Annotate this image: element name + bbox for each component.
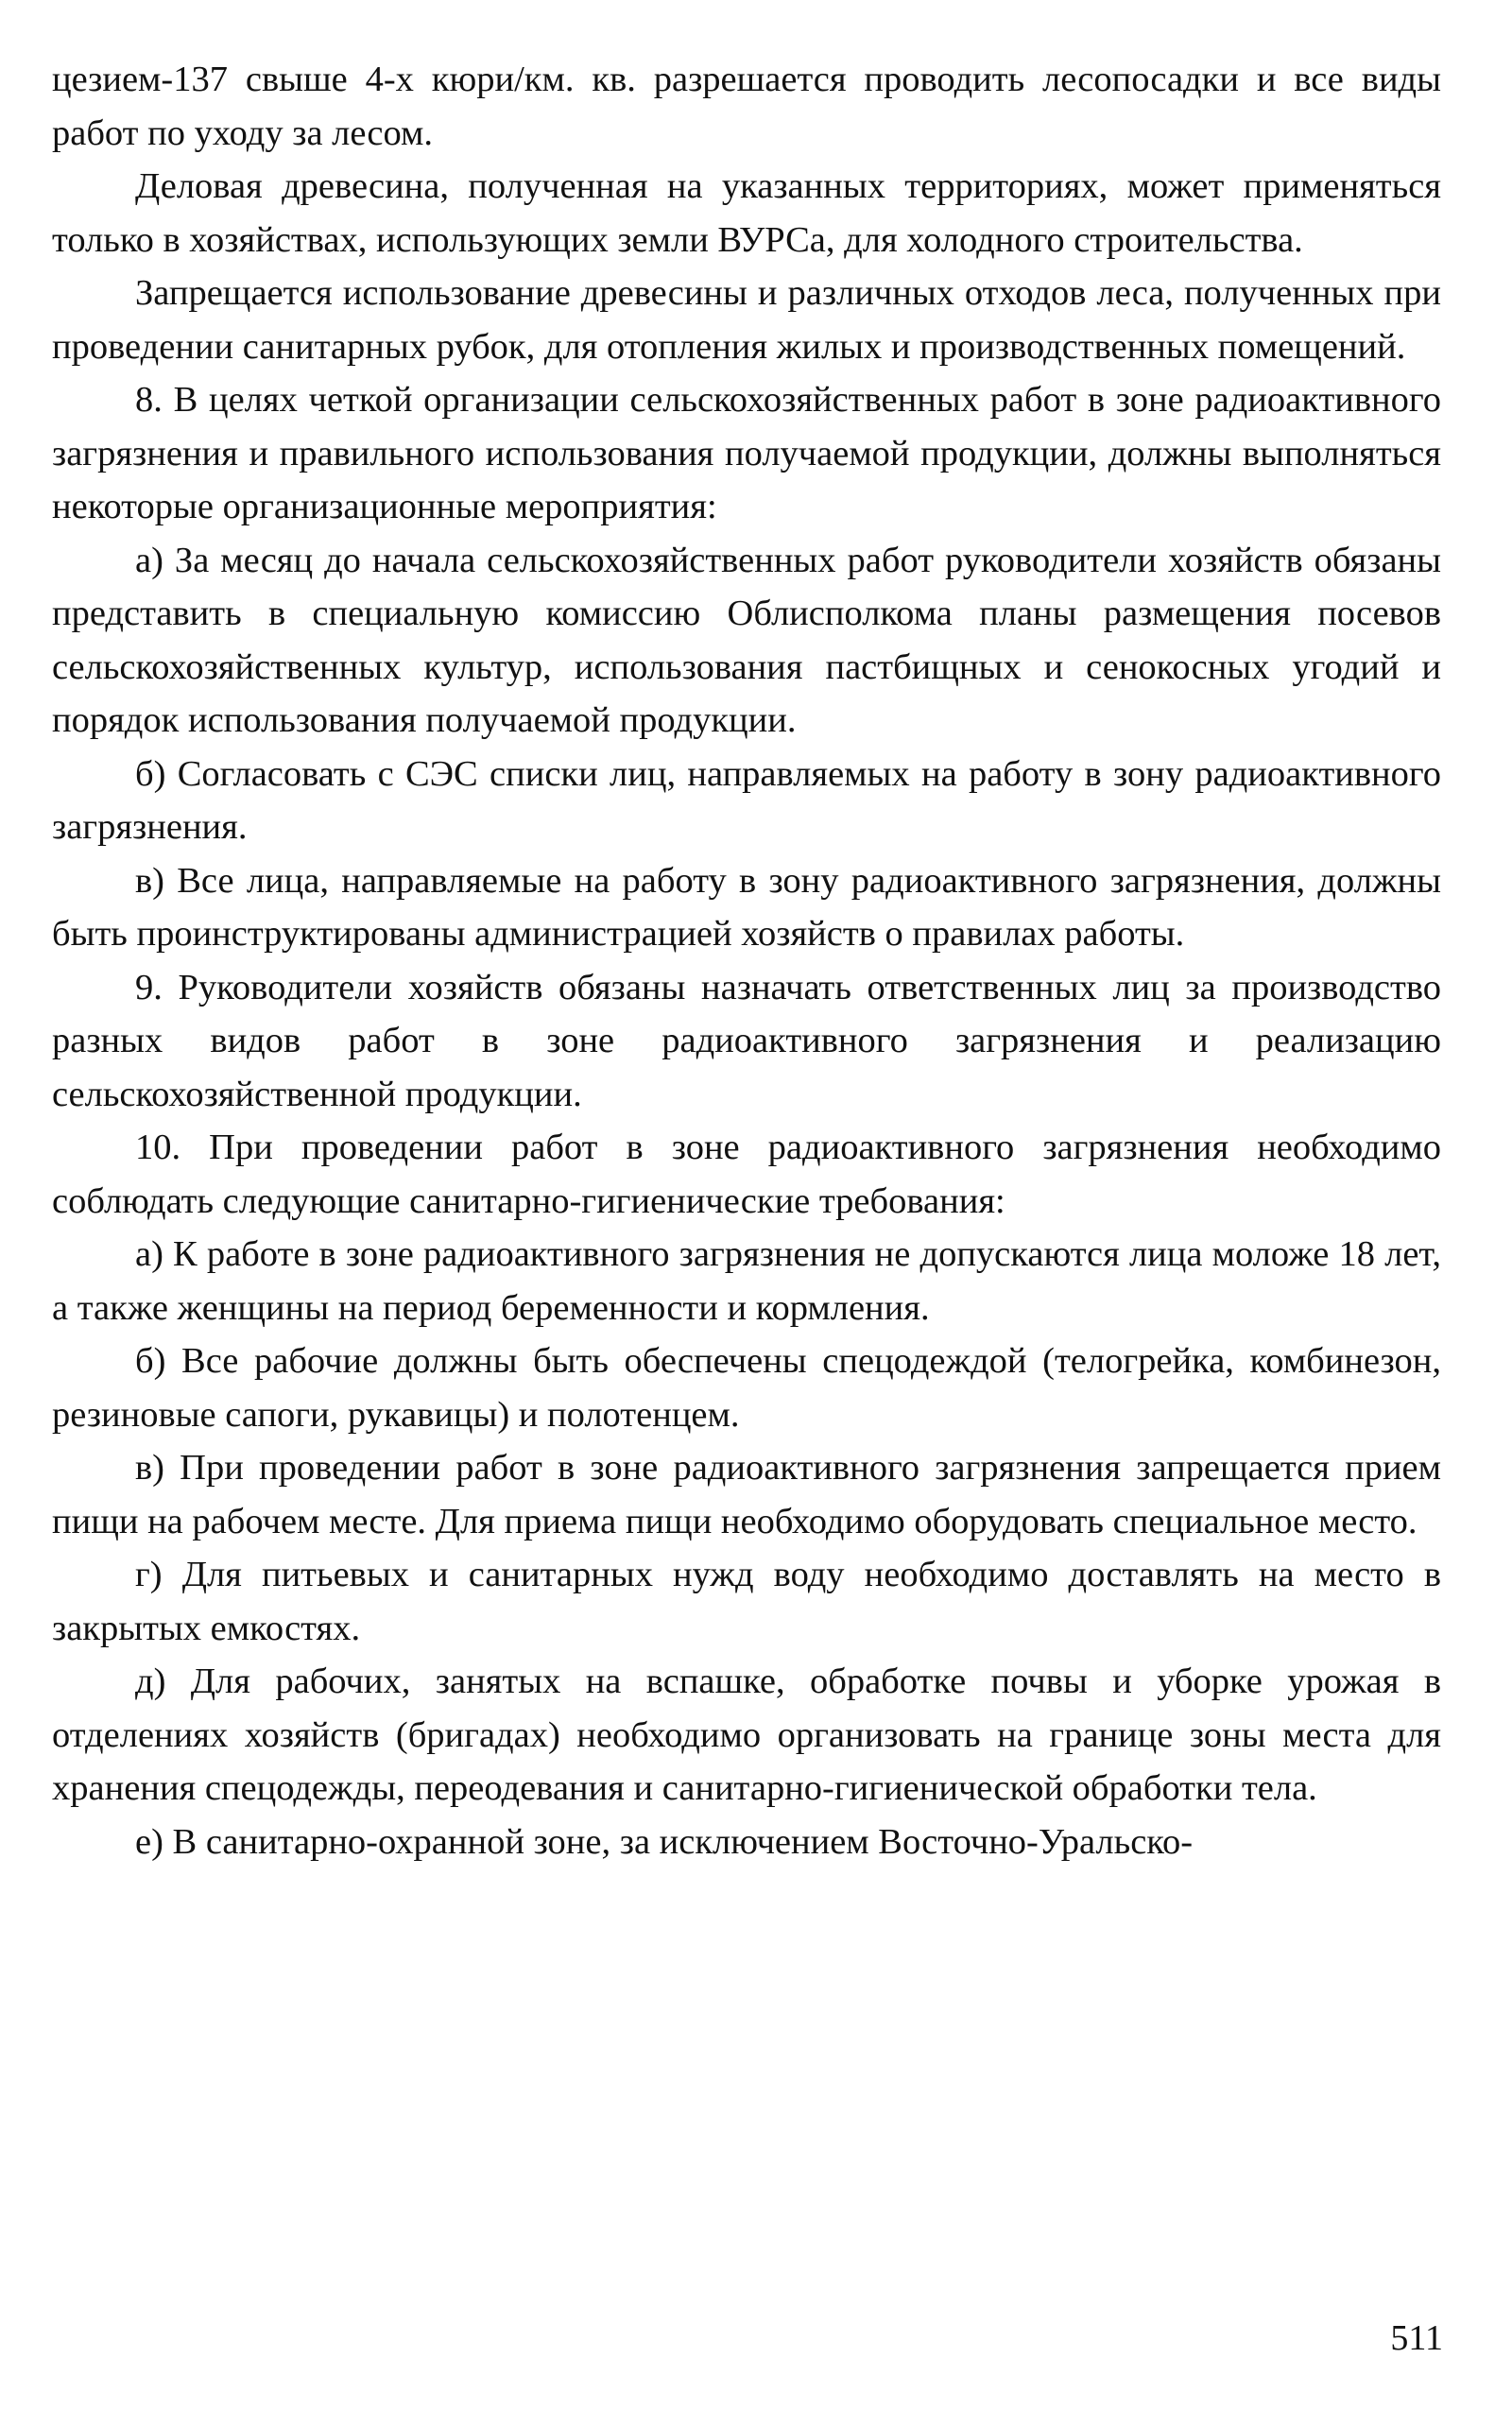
paragraph-item-8a: а) За месяц до начала сельскохозяйственных работ руководители хозяйств обязаны представить в специальную комиссию Облисполкома планы размещения посевов сельскохозяйственных культур, использования пастбищных и сенокосных угодий и порядок использования получаемой продукции.: [52, 540, 1441, 740]
document-page: [52, 53, 1441, 1868]
paragraph-timber-use: Деловая древесина, полученная на указанных территориях, может применяться только в хозяйствах, использующих земли ВУРСа, для холодного строительства.: [52, 166, 1441, 260]
paragraph-continuation: цезием-137 свыше 4-х кюри/км. кв. разрешается проводить лесопосадки и все виды работ по уходу за лесом.: [52, 60, 1441, 153]
paragraph-item-10a: а) К работе в зоне радиоактивного загрязнения не допускаются лица моложе 18 лет, а также женщины на период беременности и кормления.: [52, 1234, 1441, 1328]
paragraph-item-9: 9. Руководители хозяйств обязаны назначать ответственных лиц за производство разных видов работ в зоне радиоактивного загрязнения и реализацию сельскохозяйственной продукции.: [52, 967, 1441, 1114]
paragraph-item-8v: в) Все лица, направляемые на работу в зону радиоактивного загрязнения, должны быть проинструктированы администрацией хозяйств о правилах работы.: [52, 860, 1441, 954]
paragraph-item-10v: в) При проведении работ в зоне радиоактивного загрязнения запрещается прием пищи на рабочем месте. Для приема пищи необходимо оборудовать специальное место.: [52, 1448, 1441, 1541]
paragraph-item-8: 8. В целях четкой организации сельскохозяйственных работ в зоне радиоактивного загрязнения и правильного использования получаемой продукции, должны выполняться некоторые организационные мероприятия:: [52, 380, 1441, 526]
paragraph-item-10d: д) Для рабочих, занятых на вспашке, обработке почвы и уборке урожая в отделениях хозяйств (бригадах) необходимо организовать на границе зоны места для хранения спецодежды, переодевания и санитарно-гигиенической обработки тела.: [52, 1661, 1441, 1808]
paragraph-item-10e: е) В санитарно-охранной зоне, за исключением Восточно-Уральско-: [135, 1821, 1194, 1862]
paragraph-wood-heating-ban: Запрещается использование древесины и различных отходов леса, полученных при проведении санитарных рубок, для отопления жилых и производственных помещений.: [52, 273, 1441, 367]
page-number: 511: [1390, 2318, 1443, 2358]
paragraph-item-8b: б) Согласовать с СЭС списки лиц, направляемых на работу в зону радиоактивного загрязнения.: [52, 753, 1441, 847]
paragraph-item-10b: б) Все рабочие должны быть обеспечены спецодеждой (телогрейка, комбинезон, резиновые сапоги, рукавицы) и полотенцем.: [52, 1341, 1441, 1435]
paragraph-item-10: 10. При проведении работ в зоне радиоактивного загрязнения необходимо соблюдать следующие санитарно-гигиенические требования:: [52, 1128, 1441, 1221]
paragraph-item-10g: г) Для питьевых и санитарных нужд воду необходимо доставлять на место в закрытых емкостях.: [52, 1555, 1441, 1648]
